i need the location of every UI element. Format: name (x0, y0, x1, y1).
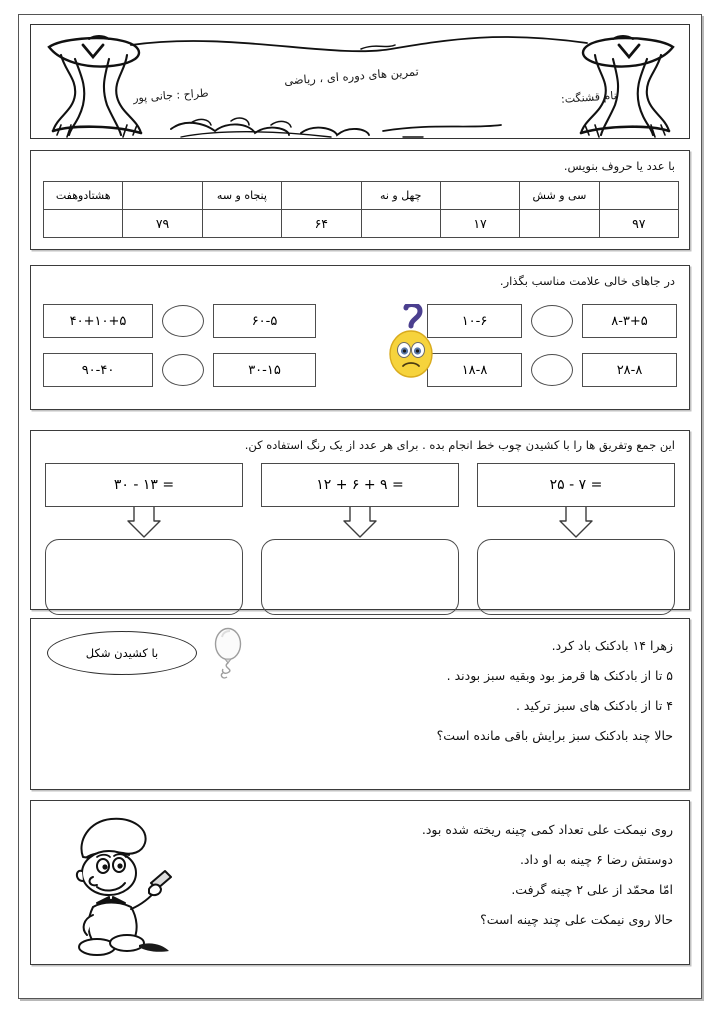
expression-box: ۴۰+۱۰+۵ (43, 304, 153, 338)
table-cell[interactable] (123, 182, 202, 210)
counters-problem-text (422, 815, 673, 935)
section-balloon-word-problem (30, 618, 690, 790)
smurf-character (53, 811, 183, 956)
expression-box: ۲۸-۸ (582, 353, 677, 387)
answer-box[interactable] (45, 539, 243, 615)
expression-box: ۱۸-۸ (427, 353, 522, 387)
problem-line: حالا روی نیمکت علی چند چینه است؟ (480, 912, 673, 927)
draw-picture-oval-label: با کشیدن شکل (47, 631, 197, 675)
confused-face-question-emoji (376, 304, 448, 380)
tally-column (261, 463, 459, 615)
comparison-row (427, 353, 677, 387)
worksheet-title: تمرین های دوره ای ، ریاضی (283, 64, 420, 88)
expression-box: ۹۰-۴۰ (43, 353, 153, 387)
answer-box[interactable] (477, 539, 675, 615)
problem-line: حالا چند بادکنک سبز برایش باقی مانده است؟ (436, 728, 673, 743)
table-cell[interactable] (361, 210, 440, 238)
down-arrow-icon (120, 507, 168, 539)
table-cell: ۷۹ (123, 210, 202, 238)
number-word-table (43, 181, 679, 238)
student-name-label: نام قشنگت: (560, 89, 618, 106)
problem-line: زهرا ۱۴ بادکنک باد کرد. (551, 638, 673, 653)
section2-instruction: در جاهای خالی علامت مناسب بگذار. (499, 274, 675, 288)
table-cell[interactable] (520, 210, 599, 238)
expression-box: ۳۰-۱۵ (213, 353, 316, 387)
table-cell: هشتادوهفت (44, 182, 123, 210)
comparison-row (427, 304, 677, 338)
balloon-problem-text (437, 631, 673, 751)
section-write-number-or-words (30, 150, 690, 250)
expression-box: ۶۰-۵ (213, 304, 316, 338)
problem-line: ۵ تا از بادکنک ها قرمز بود وبقیه سبز بودند . (446, 668, 673, 683)
expression-box: ۱۰-۶ (427, 304, 522, 338)
problem-line: امّا محمّد از علی ۲ چینه گرفت. (511, 882, 673, 897)
table-row-words (44, 182, 679, 210)
problem-line: روی نیمکت علی تعداد کمی چینه ریخته شده بود. (421, 822, 673, 837)
table-cell: ۱۷ (440, 210, 519, 238)
comparison-group-left (43, 304, 316, 402)
designer-label: طراح : جانی پور (133, 86, 210, 105)
comparison-row (43, 353, 316, 387)
table-cell: پنجاه و سه (202, 182, 281, 210)
table-cell[interactable] (202, 210, 281, 238)
expression-box: ۳۰ - ۱۳ = (45, 463, 243, 507)
tally-column (45, 463, 243, 615)
balloon-icon (209, 627, 249, 683)
comparison-group-right (427, 304, 677, 402)
sign-answer-oval[interactable] (531, 305, 573, 337)
section-tally-addition-subtraction (30, 430, 690, 610)
problem-line: دوستش رضا ۶ چینه به او داد. (519, 852, 673, 867)
comparison-row (43, 304, 316, 338)
table-cell[interactable] (44, 210, 123, 238)
expression-box: ۲۵ - ۷ = (477, 463, 675, 507)
section-counters-word-problem (30, 800, 690, 965)
table-cell[interactable] (599, 182, 678, 210)
tally-column (477, 463, 675, 615)
header-banner (30, 24, 690, 139)
section-comparison-signs (30, 265, 690, 410)
table-cell: چهل و نه (361, 182, 440, 210)
down-arrow-icon (552, 507, 600, 539)
tally-columns (45, 463, 675, 615)
answer-box[interactable] (261, 539, 459, 615)
problem-line: ۴ تا از بادکنک های سبز ترکید . (515, 698, 673, 713)
table-cell: ۹۷ (599, 210, 678, 238)
sign-answer-oval[interactable] (531, 354, 573, 386)
table-cell[interactable] (440, 182, 519, 210)
table-cell: ۶۴ (282, 210, 361, 238)
table-cell: سی و شش (520, 182, 599, 210)
section1-instruction: با عدد یا حروف بنویس. (563, 159, 675, 173)
table-row-digits (44, 210, 679, 238)
expression-box: ۱۲ + ۶ + ۹ = (261, 463, 459, 507)
down-arrow-icon (336, 507, 384, 539)
sign-answer-oval[interactable] (162, 354, 204, 386)
sign-answer-oval[interactable] (162, 305, 204, 337)
section3-instruction: این جمع وتفریق ها را با کشیدن چوب خط انجام بده . برای هر عدد از یک رنگ استفاده کن. (244, 438, 675, 452)
table-cell[interactable] (282, 182, 361, 210)
expression-box: ۸-۳+۵ (582, 304, 677, 338)
